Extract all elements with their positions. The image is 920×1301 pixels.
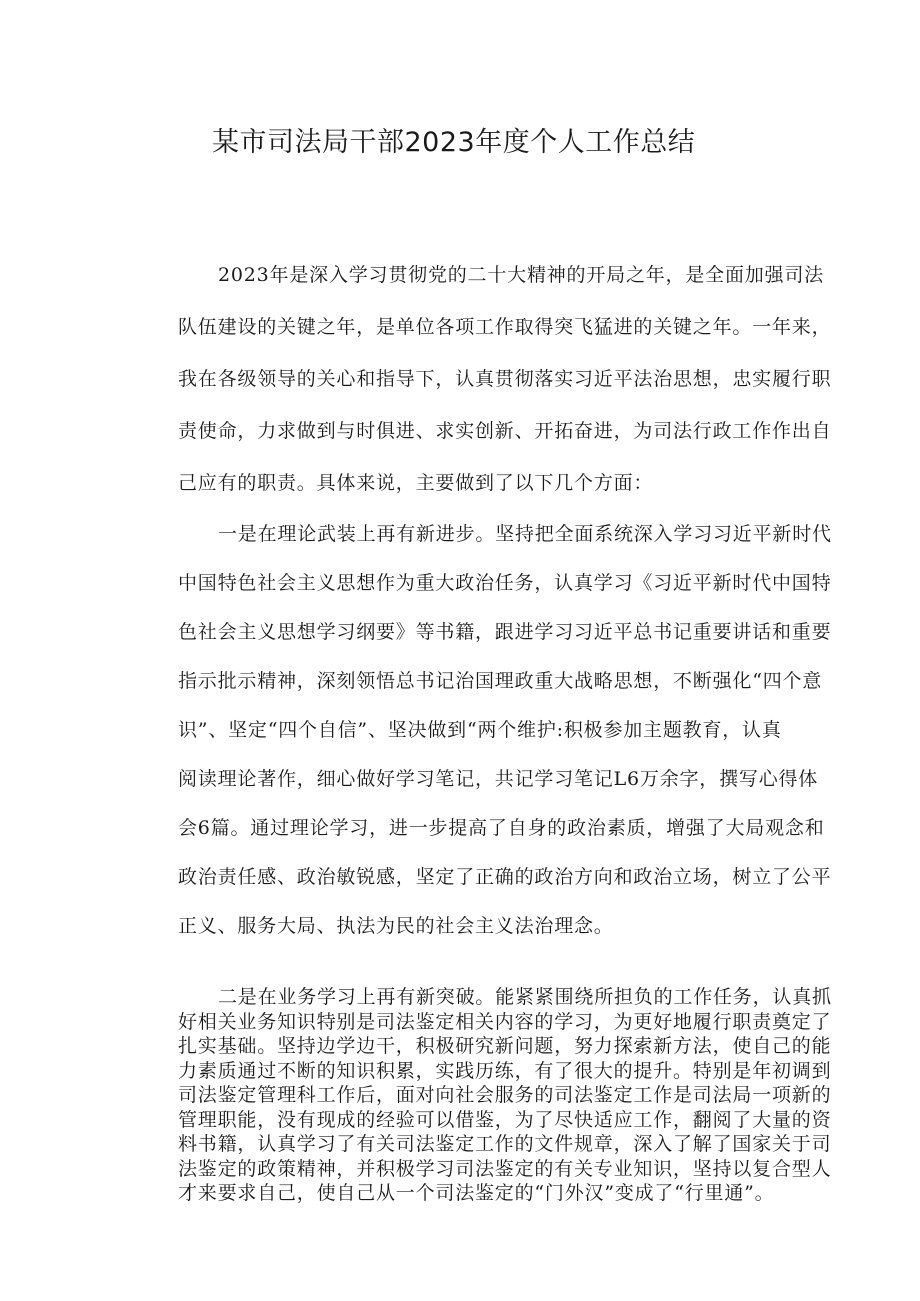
paragraph-line: 料书籍，认真学习了有关司法鉴定工作的文件规章，深入了解了国家关于司 [178,1133,832,1155]
paragraph-line: 阅读理论著作，细心做好学习笔记，共记学习笔记L6万余字，撰写心得体 [178,768,819,790]
paragraph-line: 指示批示精神，深刻领悟总书记治国理政重大战略思想，不断强化“四个意 [178,670,823,692]
paragraph-line: 2023年是深入学习贯彻党的二十大精神的开局之年，是全面加强司法 [218,264,824,286]
paragraph-line: 识”、坚定“四个自信”、坚决做到“两个维护:积极参加主题教育，认真 [178,719,782,741]
paragraph-line: 色社会主义思想学习纲要》等书籍，跟进学习习近平总书记重要讲话和重要 [178,621,832,643]
paragraph-line: 中国特色社会主义思想作为重大政治任务，认真学习《习近平新时代中国特 [178,572,832,594]
paragraph-line: 己应有的职责。具体来说，主要做到了以下几个方面： [178,472,654,494]
paragraph-line: 法鉴定的政策精神，并积极学习司法鉴定的有关专业知识，坚持以复合型人 [178,1157,832,1180]
paragraph-line: 政治责任感、政治敏锐感，坚定了正确的政治方向和政治立场，树立了公平 [178,866,832,888]
paragraph-line: 二是在业务学习上再有新突破。能紧紧围绕所担负的工作任务，认真抓 [218,986,832,1008]
paragraph-line: 司法鉴定管理科工作后，面对向社会服务的司法鉴定工作是司法局一项新的 [178,1084,832,1106]
paragraph-business-study [178,985,832,1206]
paragraph-line: 才来要求自己，使自己从一个司法鉴定的“门外汉”变成了“行里通”。 [178,1182,775,1204]
paragraph-line: 我在各级领导的关心和指导下，认真贯彻落实习近平法治思想，忠实履行职 [178,368,832,390]
paragraph-line: 好相关业务知识特别是司法鉴定相关内容的学习，为更好地履行职责奠定了 [178,1010,832,1033]
paragraph-line: 一是在理论武装上再有新进步。坚持把全面系统深入学习习近平新时代 [218,523,832,545]
paragraph-line: 力素质通过不断的知识积累，实践历练，有了很大的提升。特别是年初调到 [178,1059,832,1082]
document-title: 某市司法局干部2023年度个人工作总结 [212,127,696,158]
paragraph-theory-study [178,521,832,962]
paragraph-intro [178,262,832,522]
paragraph-line: 责使命，力求做到与时俱进、求实创新、开拓奋进，为司法行政工作作出自 [178,420,832,442]
paragraph-line: 扎实基础。坚持边学边干，积极研究新问题，努力探索新方法，使自己的能 [178,1035,832,1057]
paragraph-line: 正义、服务大局、执法为民的社会主义法治理念。 [178,915,614,937]
paragraph-line: 管理职能，没有现成的经验可以借鉴，为了尽快适应工作，翻阅了大量的资 [178,1108,832,1131]
paragraph-line: 会6篇。通过理论学习，进一步提高了自身的政治素质，增强了大局观念和 [178,817,825,839]
paragraph-line: 队伍建设的关键之年，是单位各项工作取得突飞猛进的关键之年。一年来， [178,316,832,338]
